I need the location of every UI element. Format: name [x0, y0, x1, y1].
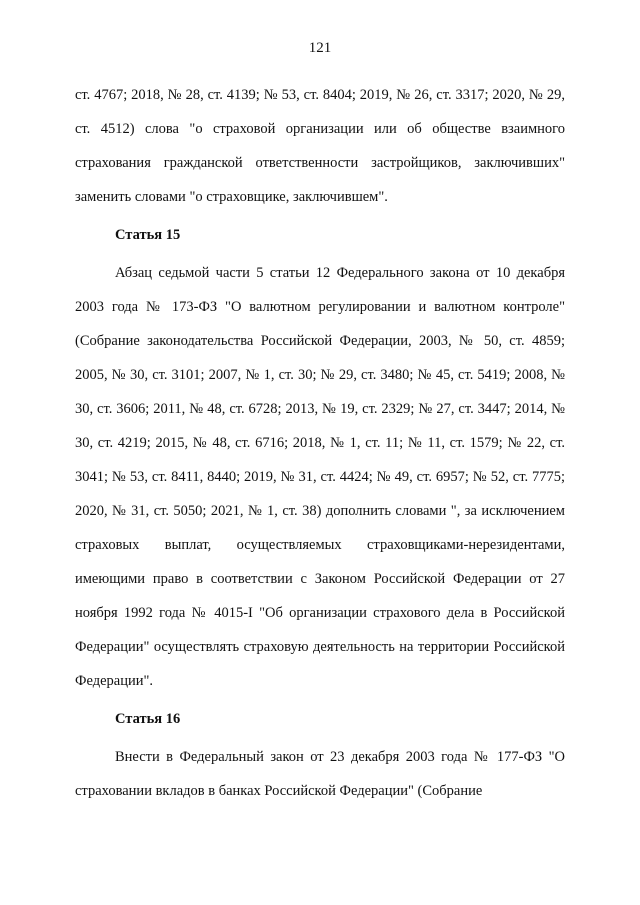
paragraph-continuation: ст. 4767; 2018, № 28, ст. 4139; № 53, ст. 8404; 2019, № 26, ст. 3317; 2020, № 29, ст. 4512) слова "о страховой организации или об обществе взаимного страхования гражданской ответственности застройщиков, заключивших" заменить словами "о страховщике, заключившем".: [75, 87, 565, 205]
page-number: 121: [308, 40, 332, 56]
article-16-paragraph: Внести в Федеральный закон от 23 декабря 2003 года № 177-ФЗ "О страховании вкладов в банках Российской Федерации" (Собрание: [75, 749, 565, 799]
article-16-heading: Статья 16: [115, 711, 181, 727]
document-body: [75, 78, 565, 808]
article-15-heading: Статья 15: [115, 227, 181, 243]
article-15-paragraph: Абзац седьмой части 5 статьи 12 Федерального закона от 10 декабря 2003 года № 173-ФЗ "О валютном регулировании и валютном контроле" (Собрание законодательства Российской Федерации, 2003, № 50, ст. 4859; 2005, № 30, ст. 3101; 2007, № 1, ст. 30; № 29, ст. 3480; № 45, ст. 5419; 2008, № 30, ст. 3606; 2011, № 48, ст. 6728; 2013, № 19, ст. 2329; № 27, ст. 3447; 2014, № 30, ст. 4219; 2015, № 48, ст. 6716; 2018, № 1, ст. 11; № 11, ст. 1579; № 22, ст. 3041; № 53, ст. 8411, 8440; 2019, № 31, ст. 4424; № 49, ст. 6957; № 52, ст. 7775; 2020, № 31, ст. 5050; 2021, № 1, ст. 38) дополнить словами ", за исключением страховых выплат, осуществляемых страховщиками-нерезидентами, имеющими право в соответствии с Законом Российской Федерации от 27 ноября 1992 года № 4015-I "Об организации страхового дела в Российской Федерации" осуществлять страховую деятельность на территории Российской Федерации".: [75, 265, 565, 689]
